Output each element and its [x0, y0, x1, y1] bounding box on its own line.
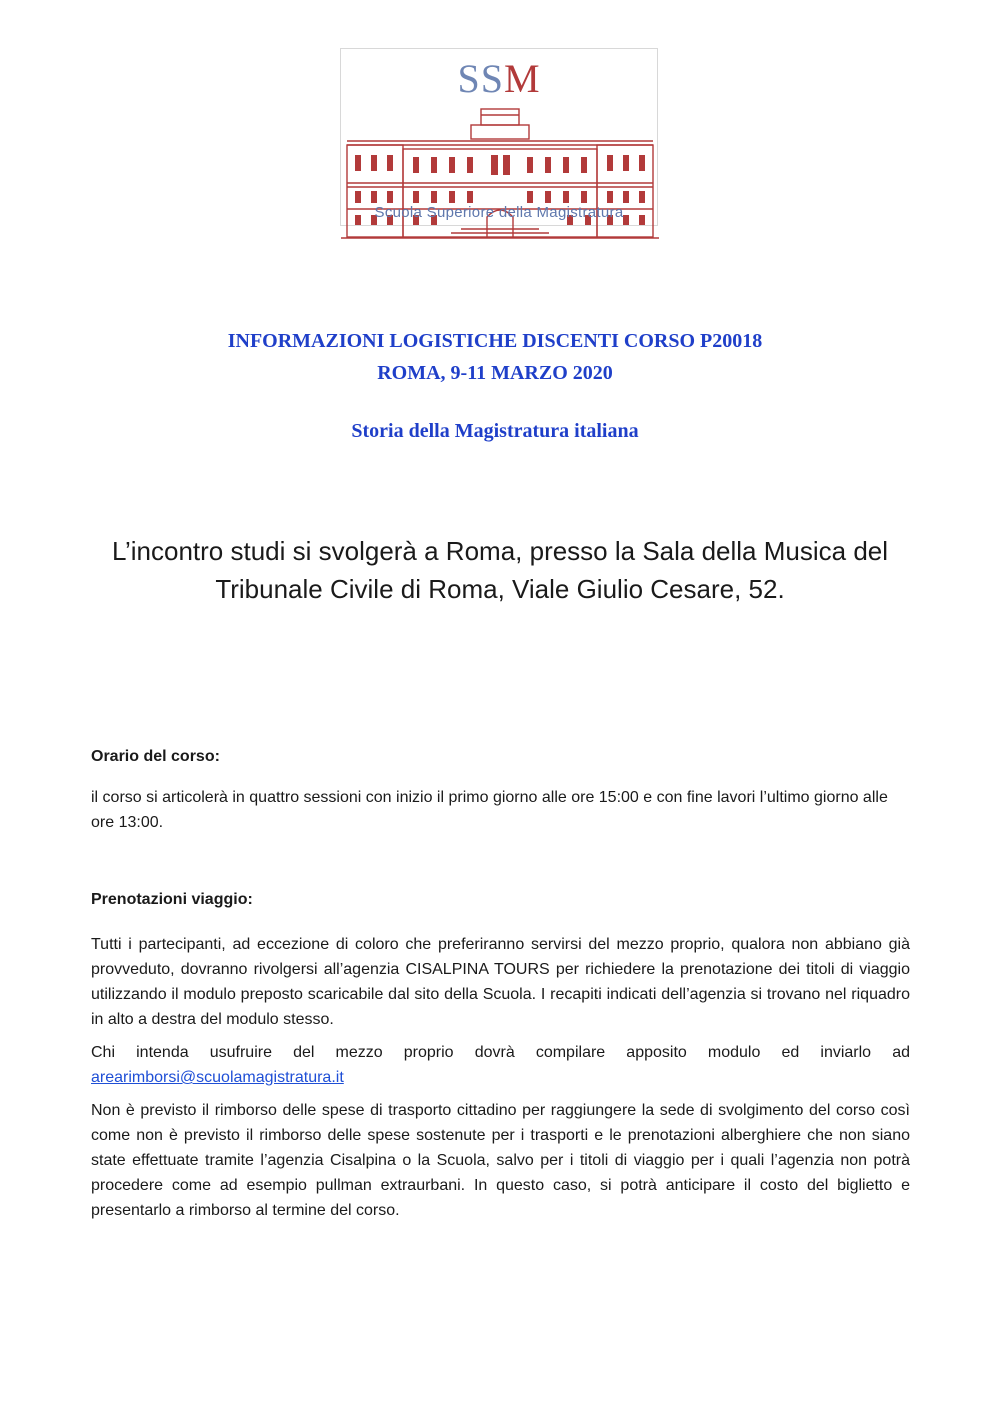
section-orario [91, 747, 910, 843]
orario-heading: Orario del corso: [91, 748, 220, 765]
logo-mark-m: M [503, 56, 541, 101]
header-line-2: ROMA, 9-11 MARZO 2020 [377, 362, 613, 384]
logo-subtitle: Scuola Superiore della Magistratura [374, 204, 624, 221]
orario-body: il corso si articolerà in quattro sessioni con inizio il primo giorno alle ore 15:00 e con fine lavori l’ultimo giorno alle ore 13:00. [91, 789, 888, 831]
header-line-1: INFORMAZIONI LOGISTICHE DISCENTI CORSO P20018 [227, 330, 763, 352]
section-prenotazioni [91, 890, 910, 1231]
building-icon [341, 105, 659, 245]
prenotazioni-paragraph-1: Tutti i partecipanti, ad eccezione di coloro che preferiranno servirsi del mezzo proprio, qualora non abbiano già provveduto, dovranno rivolgersi all’agenzia CISALPINA TOURS per richiedere la prenotazione dei titoli di viaggio utilizzando il modulo preposto scaricabile dal sito della Scuola. I recapiti indicati dell’agenzia si trovano nel riquadro in alto a destra del modulo stesso. [91, 936, 910, 1028]
prenotazioni-paragraph-3: Non è previsto il rimborso delle spese di trasporto cittadino per raggiungere la sede di svolgimento del corso così come non è previsto il rimborso delle spese sostenute per i trasporti e le prenotazioni alberghiere che non siano state effettuate tramite l’agenzia Cisalpina o la Scuola, salvo per i titoli di viaggio per i quali l’agenzia non potrà procedere come ad esempio pullman extraurbani. In questo caso, si potrà anticipare il costo del biglietto e presentarlo a rimborso al termine del corso. [91, 1102, 910, 1219]
email-link[interactable]: arearimborsi@scuolamagistratura.it [91, 1069, 344, 1086]
logo-mark [341, 57, 657, 101]
prenotazioni-heading: Prenotazioni viaggio: [91, 891, 253, 908]
logo-mark-ss: SS [457, 56, 504, 101]
course-title: Storia della Magistratura italiana [351, 420, 639, 442]
intro-paragraph: L’incontro studi si svolgerà a Roma, presso la Sala della Musica del Tribunale Civile di Roma, Viale Giulio Cesare, 52. [111, 536, 889, 604]
document-header [0, 327, 1000, 445]
prenotazioni-paragraph-2 [91, 1040, 910, 1090]
prenotazioni-paragraph-2-text: Chi intenda usufruire del mezzo proprio dovrà compilare apposito modulo ed inviarlo ad [91, 1044, 910, 1061]
ssm-logo [340, 48, 658, 226]
